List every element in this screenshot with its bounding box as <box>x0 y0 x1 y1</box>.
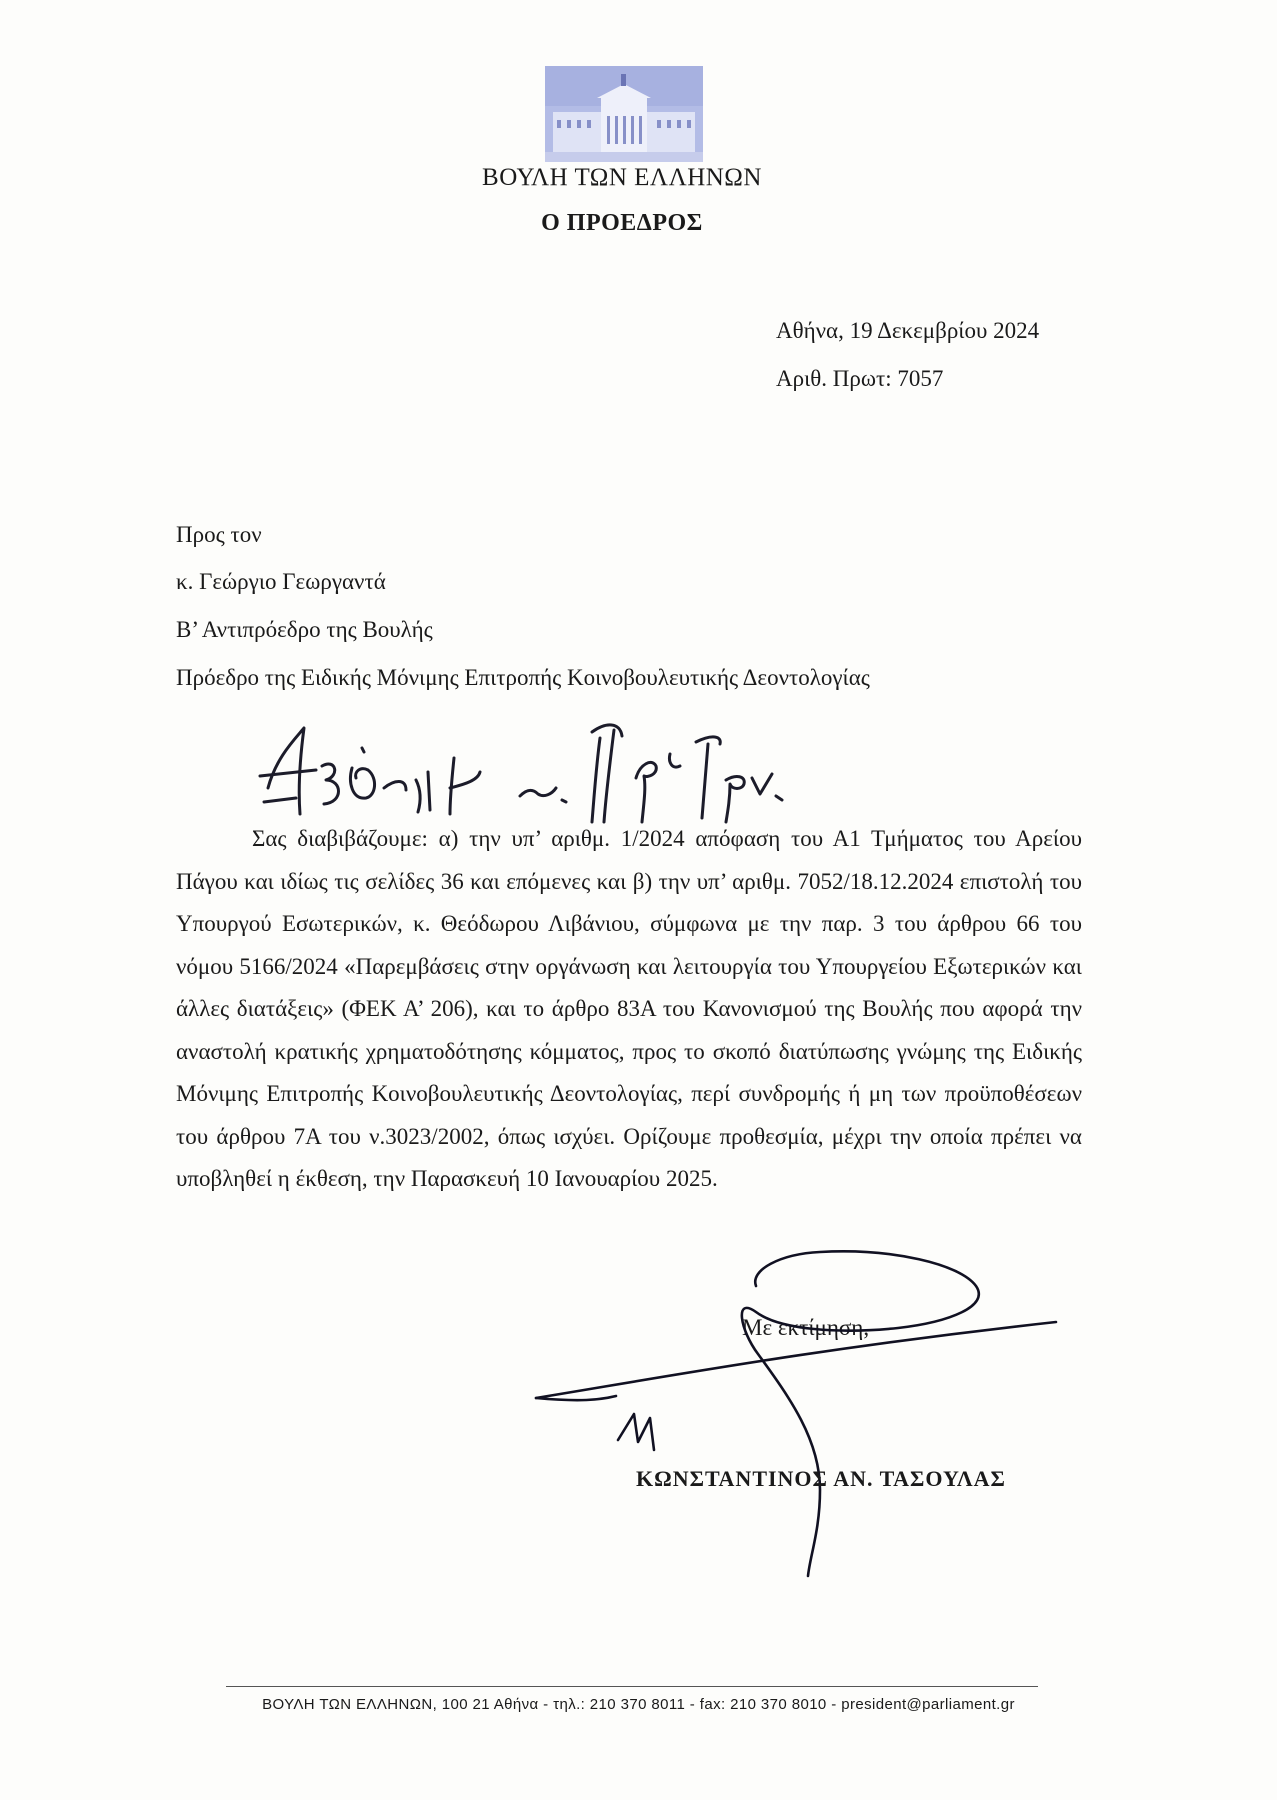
handwritten-annotation <box>256 718 896 828</box>
recipient-role: Πρόεδρο της Ειδικής Μόνιμης Επιτροπής Κοινοβουλευτικής Δεοντολογίας <box>176 665 870 690</box>
recipient-title: Β’ Αντιπρόεδρο της Βουλής <box>176 617 433 642</box>
handwritten-signature <box>520 1250 1080 1580</box>
footer-divider <box>226 1686 1038 1687</box>
protocol-number: Αριθ. Πρωτ: 7057 <box>776 366 944 391</box>
office-title: Ο ΠΡΟΕΔΡΟΣ <box>541 210 703 236</box>
recipient-salutation: Προς τον <box>176 522 262 547</box>
signer-name: ΚΩΝΣΤΑΝΤΙΝΟΣ ΑΝ. ΤΑΣΟΥΛΑΣ <box>636 1466 1006 1491</box>
letter-body: Σας διαβιβάζουμε: α) την υπ’ αριθμ. 1/2024 απόφαση του Α1 Τμήματος του Αρείου Πάγου και ιδίως τις σελίδες 36 και επόμενες και β) την υπ’ αριθμ. 7052/18.12.2024 επιστολή του Υπουργού Εσωτερικών, κ. Θεόδωρου Λιβάνιου, σύμφωνα με την παρ. 3 του άρθρου 66 του νόμου 5166/2024 «Παρεμβάσεις στην οργάνωση και λειτουργία του Υπουργείου Εξωτερικών και άλλες διατάξεις» (ΦΕΚ Α’ 206), και το άρθρο 83Α του Κανονισμού της Βουλής που αφορά την αναστολή κρατικής χρηματοδότησης κόμματος, προς το σκοπό διατύπωσης γνώμης της Ειδικής Μόνιμης Επιτροπής Κοινοβουλευτικής Δεοντολογίας, περί συνδρομής ή μη των προϋποθέσεων του άρθρου 7Α του ν.3023/2002, όπως ισχύει. Ορίζουμε προθεσμία, μέχρι την οποία πρέπει να υποβληθεί η έκθεση, την Παρασκευή 10 Ιανουαρίου 2025. <box>176 826 1082 1191</box>
parliament-building-icon <box>545 66 703 162</box>
recipient-name: κ. Γεώργιο Γεωργαντά <box>176 569 386 594</box>
organization-name: ΒΟΥΛΗ ΤΩΝ ΕΛΛΗΝΩΝ <box>482 164 762 191</box>
letter-date: Αθήνα, 19 Δεκεμβρίου 2024 <box>776 318 1040 343</box>
footer-contact: ΒΟΥΛΗ ΤΩΝ ΕΛΛΗΝΩΝ, 100 21 Αθήνα - τηλ.: 210 370 8011 - fax: 210 370 8010 - president@parliament.gr <box>262 1696 1015 1713</box>
closing-greeting: Με εκτίμηση, <box>742 1315 870 1340</box>
